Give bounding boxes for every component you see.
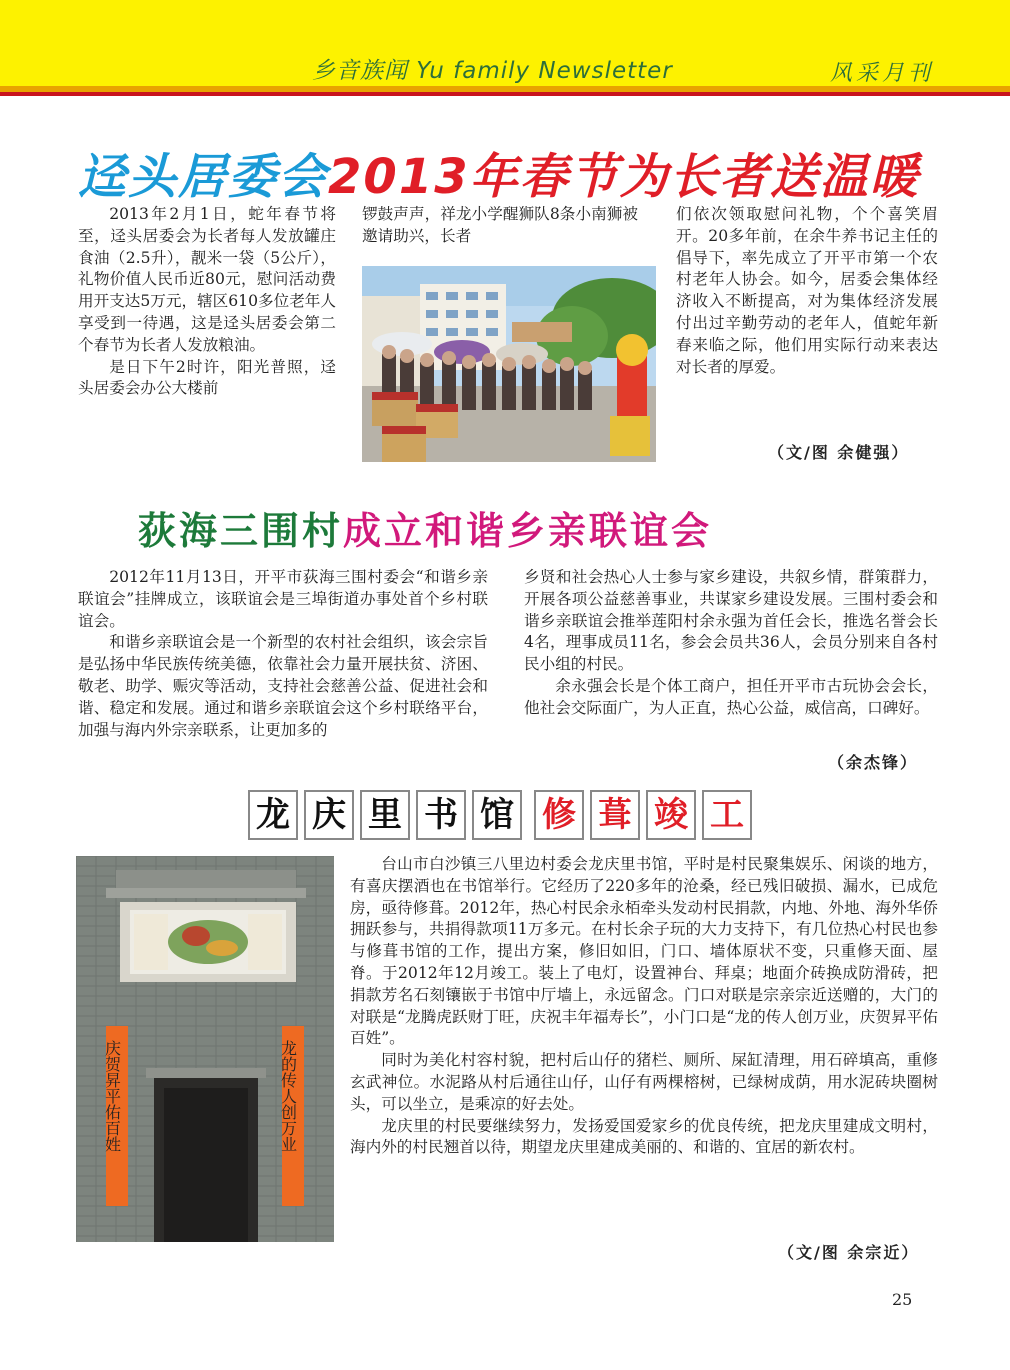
article2-paragraph: 余永强会长是个体工商户，担任开平市古玩协会会长，他社会交际面广，为人正直，热心公益，威信高，口碑好。 <box>524 676 938 717</box>
title-char-box: 龙 <box>248 790 298 840</box>
title-char-box: 工 <box>702 790 752 840</box>
title-char-box: 修 <box>534 790 584 840</box>
article3-paragraph: 同时为美化村容村貌，把村后山仔的猪栏、厕所、屎缸清理，用石碎填高，重修玄武神位。水泥路从村后通往山仔，山仔有两棵榕树，已绿树成荫，用水泥砖块圈树头，可以坐立，是乘凉的好去处。 <box>350 1051 938 1113</box>
article1-title-part2: 2013年春节为长者送温暖 <box>328 149 920 205</box>
article2-credit: （余杰锋） <box>828 753 919 772</box>
title-char-box: 馆 <box>472 790 522 840</box>
lion-dance-crowd-photo <box>362 266 656 462</box>
article2-column2 <box>524 567 938 720</box>
article2-column1 <box>78 567 488 741</box>
page-number: 25 <box>892 1290 913 1309</box>
title-char-box: 庆 <box>304 790 354 840</box>
article1-credit: （文/图 余健强） <box>768 443 910 462</box>
article1-column2 <box>362 204 638 248</box>
newsletter-title: 乡音族闻 Yu family Newsletter <box>312 58 673 84</box>
book-hall-doorway-photo <box>76 856 334 1242</box>
title-char-box: 书 <box>416 790 466 840</box>
article1-title-part1: 迳头居委会 <box>78 149 329 205</box>
article1-paragraph: 是日下午2时许，阳光普照，迳头居委会办公大楼前 <box>78 357 336 398</box>
article2-title-part2: 成立和谐乡亲联谊会 <box>343 509 713 553</box>
title-char-box: 竣 <box>646 790 696 840</box>
article2-paragraph: 2012年11月13日，开平市荻海三围村委会“和谐乡亲联谊会”挂牌成立，该联谊会是三埠街道办事处首个乡村联谊会。 <box>78 568 488 630</box>
left-couplet: 庆贺昇平佑百姓 <box>102 1040 122 1152</box>
article3-paragraph: 台山市白沙镇三八里边村委会龙庆里书馆，平时是村民聚集娱乐、闲谈的地方，有喜庆摆酒也在书馆举行。它经历了220多年的沧桑，经已残旧破损、漏水，已成危房，亟待修葺。2012年，热心村民余永栢牵头发动村民捐款，内地、外地、海外华侨拥跃参与，共捐得款项11万多元。在村长余子玩的大力支持下，有几位热心村民也参与修葺书馆的工作，提出方案，修旧如旧，门口、墙体原状不变，只重修天面、屋脊。于2012年12月竣工。装上了电灯，设置神台、拜桌；地面介砖换成防滑砖，把捐款芳名石刻镶嵌于书馆中厅墙上，永远留念。门口对联是宗亲宗近送赠的，大门的对联是“龙腾虎跃财丁旺，庆祝丰年福寿长”，小门口是“龙的传人创万业，庆贺昇平佑百姓”。 <box>350 855 938 1048</box>
article2-paragraph: 和谐乡亲联谊会是一个新型的农村社会组织，该会宗旨是弘扬中华民族传统美德，依靠社会力量开展扶贫、济困、敬老、助学、赈灾等活动，支持社会慈善公益、促进社会和谐、稳定和发展。通过和谐乡亲联谊会这个乡村联络平台，加强与海内外宗亲联系，让更加多的 <box>78 633 488 739</box>
title-char-box: 葺 <box>590 790 640 840</box>
article2-title <box>138 500 898 555</box>
header-stripe-red <box>0 92 1010 96</box>
article2-title-part1: 荻海三围村 <box>138 509 344 553</box>
article2-paragraph: 乡贤和社会热心人士参与家乡建设，共叙乡情，群策群力，开展各项公益慈善事业，共谋家乡建设发展。三围村委会和谐乡亲联谊会推举莲阳村余永强为首任会长，推选名誉会长4名，理事成员11名，参会会员共36人，会员分别来自各村民小组的村民。 <box>524 568 938 674</box>
article1-column3 <box>676 204 938 378</box>
article1-paragraph: 们依次领取慰问礼物，个个喜笑眉开。20多年前，在余牛养书记主任的倡导下，率先成立了开平市第一个农村老年人协会。如今，居委会集体经济收入不断提高，对为集体经济发展付出过辛勤劳动的老年人，值蛇年新春来临之际，他们用实际行动来表达对长者的厚爱。 <box>676 205 938 376</box>
article3-credit: （文/图 余宗近） <box>778 1243 920 1262</box>
article1-title <box>78 138 938 207</box>
article1-paragraph: 锣鼓声声，祥龙小学醒狮队8条小南狮被邀请助兴，长者 <box>362 205 638 245</box>
title-char-box: 里 <box>360 790 410 840</box>
article1-column1 <box>78 204 336 400</box>
right-couplet: 龙的传人创万业 <box>278 1040 298 1152</box>
article1-paragraph: 2013年2月1日，蛇年春节将至，迳头居委会为长者每人发放罐庄食油（2.5升），靓米一袋（5公斤），礼物价值人民币近80元，慰问活动费用开支达5万元，辖区610多位老年人享受到一待遇，这是迳头居委会第二个春节为长者人发放粮油。 <box>78 205 336 354</box>
newsletter-section: 风采月刊 <box>830 61 935 86</box>
article3-body <box>350 854 938 1159</box>
article3-paragraph: 龙庆里的村民要继续努力，发扬爱国爱家乡的优良传统，把龙庆里建成文明村，海内外的村民翘首以待，期望龙庆里建成美丽的、和谐的、宜居的新农村。 <box>350 1116 938 1157</box>
